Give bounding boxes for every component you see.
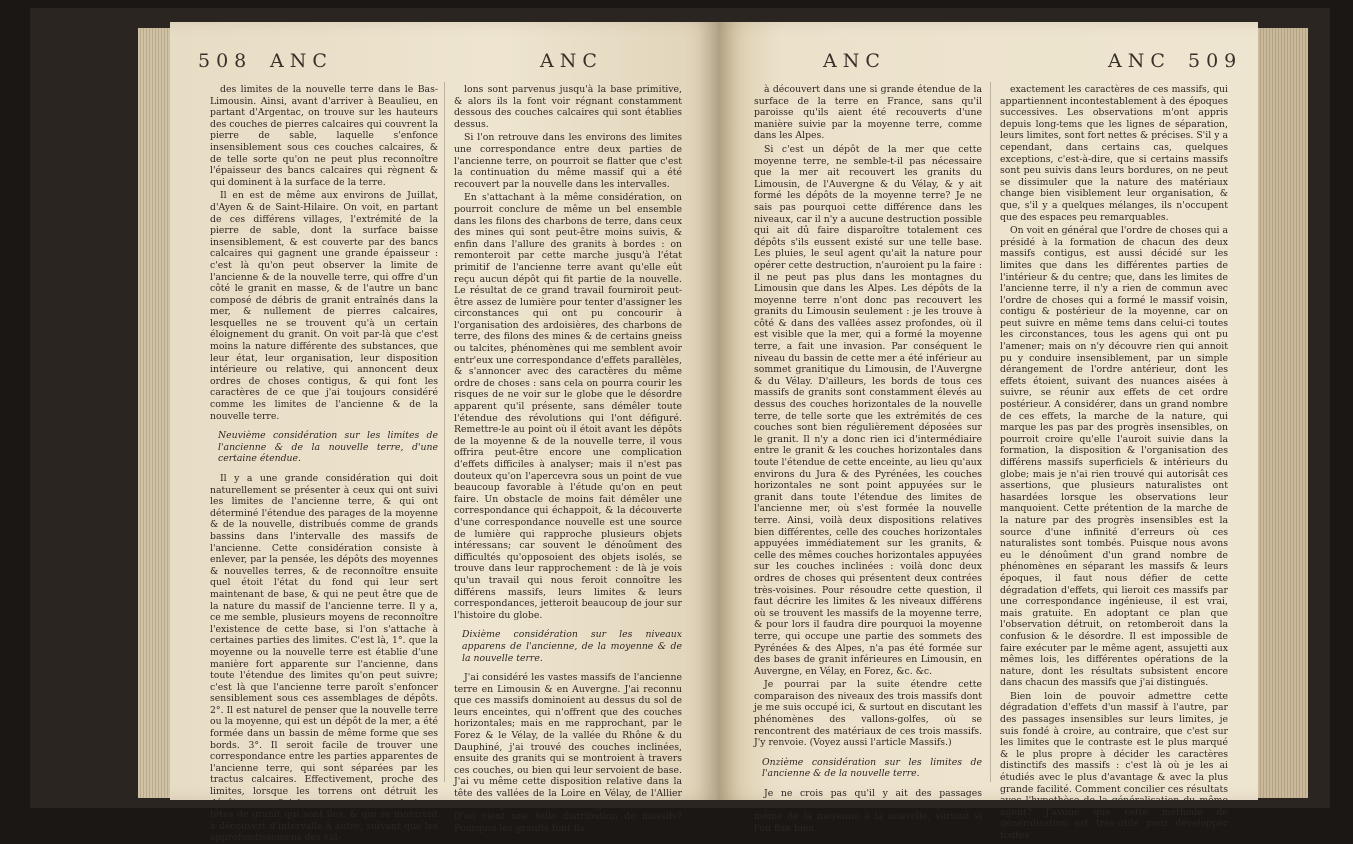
section-heading: Dixième considération sur les niveaux apparens de l'ancienne, de la moyenne & de la nouvelle terre. (462, 629, 682, 664)
left-column-2 (454, 84, 682, 834)
open-book (30, 8, 1330, 844)
paragraph: des limites de la nouvelle terre dans le Bas-Limousin. Ainsi, avant d'arriver à Beaulieu, en partant d'Argentac, on trouve sur les hauteurs des couches de pierres calcaires qui couvrent la pierre de sable, laquelle s'enfonce insensiblement sous ces couches calcaires, & de telle sorte qu'on ne peut plus reconnoître l'épaisseur des bancs calcaires qui règnent & qui dominent à la surface de la terre. (210, 84, 438, 188)
paragraph: Bien loin de pouvoir admettre cette dégradation d'effets d'un massif à l'autre, par des passages insensibles sur leurs limites, je suis fondé à croire, au contraire, que c'est sur les limites que le contraste est le plus marqué & le plus propre à décider les caractères distinctifs des massifs : c'est là où je les ai étudiés avec le plus d'avantage & avec la plus grande facilité. Comment concilier ces résultats avec l'hypothèse de la généralisation du même agent? J'avoue que cette méthode de généralisation est très-utile pour développer toutes (1000, 690, 1228, 841)
left-column-1 (210, 84, 438, 844)
right-column-2 (1000, 84, 1228, 841)
paragraph: On voit en général que l'ordre de choses qui a présidé à la formation de chacun des deux massifs contigus, est aussi décidé sur les limites que dans les différentes parties de l'intérieur & du centre; que, dans les limites de l'ancienne terre, il n'y a rien de commun avec l'ordre de choses qui a formé le massif voisin, contigu & postérieur de la moyenne, car on peut suivre en même tems dans celui-ci toutes les circonstances, tous les agens qui ont pu l'amener; mais on n'y découvre rien qui annoit pu y conduire insensiblement, par un simple dérangement de l'ordre antérieur, dont les effets étoient, suivant des nuances aisées à suivre, se réunir aux effets de cet ordre postérieur. A considérer, dans un grand nombre de ces effets, la marche de la nature, qui marque les pas par des progrès insensibles, on pourroit croire qu'elle l'auroit suivie dans la formation, la disposition & l'organisation des différens massifs superficiels & intérieurs du globe; mais je n'ai rien trouvé qui autorisât ces assertions, que plusieurs naturalistes ont hasardées lorsque les observations leur manquoient. Cette prétention de la marche de la nature par des progrès insensibles est la source d'une infinité d'erreurs où ces naturalistes sont tombés. Puisque nous avons eu le dénoûment d'un grand nombre de phénomènes en séparant les massifs & leurs époques, il faut nous défier de cette dégradation d'effets, qui lieroit ces massifs par une correspondance ingénieuse, il est vrai, mais gratuite. En adoptant ce plan que l'observation détruit, on retomberoit dans la confusion & le désordre. Il est impossible de faire exécuter par le même agent, assujetti aux mêmes lois, les différentes opérations de la nature, dont les résultats subsistent encore dans chacun des massifs que j'ai distingués. (1000, 225, 1228, 689)
section-heading: Onzième considération sur les limites de l'ancienne & de la nouvelle terre. (762, 756, 982, 780)
column-rule (990, 82, 991, 782)
left-running-head: ANC (270, 50, 333, 72)
paragraph: Si l'on retrouve dans les environs des limites une correspondance entre deux parties de l'ancienne terre, on pourroit se flatter que c'est la continuation du même massif qui a été recouvert par la nouvelle dans les intervalles. (454, 132, 682, 190)
right-running-head-center: ANC (823, 50, 886, 72)
left-page (170, 22, 718, 844)
paragraph: J'ai considéré les vastes massifs de l'ancienne terre en Limousin & en Auvergne. J'ai reconnu que ces massifs dominoient au dessus du sol de leurs enceintes, qui n'offrent que des couches horizontales; mais en me rapprochant, par le Forez & le Vélay, de la vallée du Rhône & du Dauphiné, j'ai trouvé des couches inclinées, ensuite des granits qui se montroient à travers ces couches, ou bien qui leur servoient de base. J'ai vu même cette disposition relative dans la tête des vallées de la Loire en Vélay, de l'Allier en Auvergne & de la Dordogne en Limousin. D'où vient une telle distribution de massifs? Pourquoi les granits font-ils (454, 672, 682, 834)
paragraph: lons sont parvenus jusqu'à la base primitive, & alors ils la font voir régnant constamment dessous des couches calcaires qui sont établies dessus. (454, 84, 682, 130)
paragraph: Il en est de même aux environs de Juillat, d'Ayen & de Saint-Hilaire. On voit, en partant de ces différens villages, l'extrémité de la pierre de sable, dont la surface baisse insensiblement, & est couverte par des bancs calcaires qui gagnent une grande épaisseur : c'est là qu'on peut observer la limite de l'ancienne & de la nouvelle terre, qui offre d'un côté le granit en masse, & de l'autre un banc composé de débris de granit entraînés dans la mer, & nullement de pierres calcaires, lesquelles ne se trouvent qu'à un certain éloignement du granit. On voit par-là que c'est moins la nature différente des substances, que leur état, leur organisation, leur disposition intérieure ou relative, qui annoncent deux ordres de choses contigus, & qui font les caractères de ce que j'ai toujours considéré comme les limites de l'ancienne & de la nouvelle terre. (210, 190, 438, 422)
left-page-number: 508 (198, 50, 253, 72)
left-running-head-center: ANC (540, 50, 603, 72)
paragraph: Je pourrai par la suite étendre cette comparaison des niveaux des trois massifs dont je me suis occupé ici, & surtout en discutant les phénomènes des vallons-golfes, où se rencontrent des matériaux de ces trois massifs. J'y renvoie. (Voyez aussi l'article Massifs.) (754, 679, 982, 749)
right-page (718, 22, 1258, 841)
paragraph: exactement les caractères de ces massifs, qui appartiennent incontestablement à des époques successives. Les observations m'ont appris depuis long-tems que les lignes de séparation, leurs limites, sont fort nettes & précises. S'il y a cependant, dans certains cas, quelques exceptions, c'est-à-dire, que si certains massifs sont peu suivis dans leurs bordures, on ne peut se dissimuler que la nature des matériaux change bien visiblement leur organisation, & que, s'il y a quelques mélanges, ils n'occupent que des espaces peu remarquables. (1000, 84, 1228, 223)
page-edges-left (138, 28, 170, 798)
right-page-number: 509 (1188, 50, 1243, 72)
paragraph: Je ne crois pas qu'il y ait des passages insensibles de l'ancienne terre à la moyenne, ou même de la moyenne à la nouvelle, surtout si l'on fixe bien (754, 788, 982, 834)
paragraph: Si c'est un dépôt de la mer que cette moyenne terre, ne semble-t-il pas nécessaire que la mer ait recouvert les granits du Limousin, de l'Auvergne & du Vélay, & y ait formé les dépôts de la moyenne terre? Je ne sais pas pourquoi cette différence dans les niveaux, car il n'y a aucune destruction possible qui ait dû faire disparoître totalement ces dépôts s'ils eussent existé sur une telle base. Les pluies, le seul agent qu'ait la nature pour opérer cette destruction, n'auroient pu la faire : il ne peut pas plus dans les montagnes du Limousin que dans les Alpes. Les dépôts de la moyenne terre n'ont donc pas recouvert les granits du Limousin seulement : je les trouve à côté & dans des vallées assez profondes, où il est visible que la mer, qui a formé la moyenne terre, a fait une invasion. Par conséquent le niveau du bassin de cette mer a été inférieur au sommet granitique du Limousin, de l'Auvergne & du Vélay. D'ailleurs, les bords de tous ces massifs de granits sont constamment élevés au dessus des couches horizontales de la nouvelle terre, de telle sorte que les extrémités de ces couches sont bien régulièrement déposées sur le granit. Il n'y a donc rien ici d'intermédiaire entre le granit & les couches horizontales dans toute l'étendue de cette enceinte, au lieu qu'aux environs du Jura & des Pyrénées, les couches horizontales ne sont point appuyées sur le granit dans toute l'étendue des limites de l'ancienne mer, où s'est formée la nouvelle terre. Ainsi, voilà deux dispositions relatives bien différentes, celle des couches horizontales appuyées immédiatement sur les granits, & celle des mêmes couches horizontales appuyées sur les couches inclinées : voilà donc deux ordres de choses qui présentent deux contrées très-voisines. Pour résoudre cette question, il faut décrire les limites & les niveaux différens où se trouvent les massifs de la moyenne terre, & pour lors il faudra dire pourquoi la moyenne terre, qui occupe une partie des sommets des Pyrénées & des Alpes, n'a pas été formée sur des bases de granit inférieures en Limousin, en Auvergne, en Vélay, en Forez, &c. &c. (754, 143, 982, 677)
page-edges-right (1258, 28, 1308, 798)
column-rule (444, 82, 445, 782)
paragraph: En s'attachant à la même considération, on pourroit conclure de même un bel ensemble dans les filons des charbons de terre, dans ceux des mines qui sont peut-être moins suivis, & enfin dans l'allure des granits à bordes : on remonteroit par cette marche jusqu'à l'état primitif de l'ancienne terre avant qu'elle eût reçu aucun dépôt qui fit partie de la nouvelle. Le résultat de ce grand travail fourniroit peut-être assez de lumière pour tenter d'assigner les circonstances qui ont pu concourir à l'organisation des ardoisières, des charbons de terre, des filons des mines & de certains gneiss ou talcites, phénomènes qui me semblent avoir entr'eux une correspondance d'effets parallèles, & s'annoncer avec des caractères du même ordre de choses : sans cela on pourra courir les risques de ne voir sur le globe que le désordre apparent qu'il présente, sans démêler toute l'étendue des révolutions qui l'ont défiguré. Remettre-le au point où il étoit avant les dépôts de la moyenne & de la nouvelle terre, il vous offrira peut-être encore une complication d'effets difficiles à analyser; mais il n'est pas douteux qu'on l'apercevra sous un point de vue beaucoup favorable à l'étude qu'on en peut faire. Un obstacle de moins fait démêler une correspondance qui échappoit, & la découverte d'une correspondance nouvelle est une source de lumière qui rapproche plusieurs objets intéressans; car souvent le dénoûment des difficultés qu'opposoient des objets isolés, se trouve dans leur rapprochement : de là je vois qu'un travail qui nous feroit connoître les différens massifs, leurs limites & leurs correspondances, jetteroit beaucoup de jour sur l'histoire du globe. (454, 192, 682, 621)
paragraph: Il y a une grande considération qui doit naturellement se présenter à ceux qui ont suivi les limites de l'ancienne terre, & qui ont déterminé l'étendue des parages de la moyenne & de la nouvelle, distribués comme de grands bassins dans l'intervalle des massifs de l'ancienne. Cette considération consiste à enlever, par la pensée, les dépôts des moyennes & nouvelles terres, & de reconnoître ensuite quel étoit l'état du fond qui leur sert maintenant de base, & qui ne peut être que de la nature du massif de l'ancienne terre. Il y a, ce me semble, plusieurs moyens de reconnoître l'existence de cette base, si l'on s'attache à certaines parties des limites. C'est là, 1°. que la moyenne ou la nouvelle terre est établie d'une manière fort apparente sur l'ancienne, dans toute l'étendue des limites qu'on peut suivre; c'est là que l'ancienne terre paroît s'enfoncer sensiblement sous ces assemblages de dépôts. 2°. Il est naturel de penser que la nouvelle terre ou la moyenne, qui est un dépôt de la mer, a été formée dans un bassin de même forme que ses bords. 3°. Il seroit facile de trouver une correspondance entre les parties apparentes de l'ancienne terre, qui sont séparées par les tractus calcaires. Effectivement, proche des limites, lorsque les torrens ont détruit les dépôts superficiels, on rencontre plusieurs têtes de granit qui sont îles, & qui se montrent à découvert d'intervalle à autre, suivant que les approfondissemens des val- (210, 473, 438, 844)
paragraph: à découvert dans une si grande étendue de la surface de la terre en France, sans qu'il paroisse qu'ils aient été recouverts d'une manière suivie par la moyenne terre, comme dans les Alpes. (754, 84, 982, 142)
right-running-head: ANC (1108, 50, 1171, 72)
right-column-1 (754, 84, 982, 834)
section-heading: Neuvième considération sur les limites de l'ancienne & de la nouvelle terre, d'une certaine étendue. (218, 430, 438, 465)
